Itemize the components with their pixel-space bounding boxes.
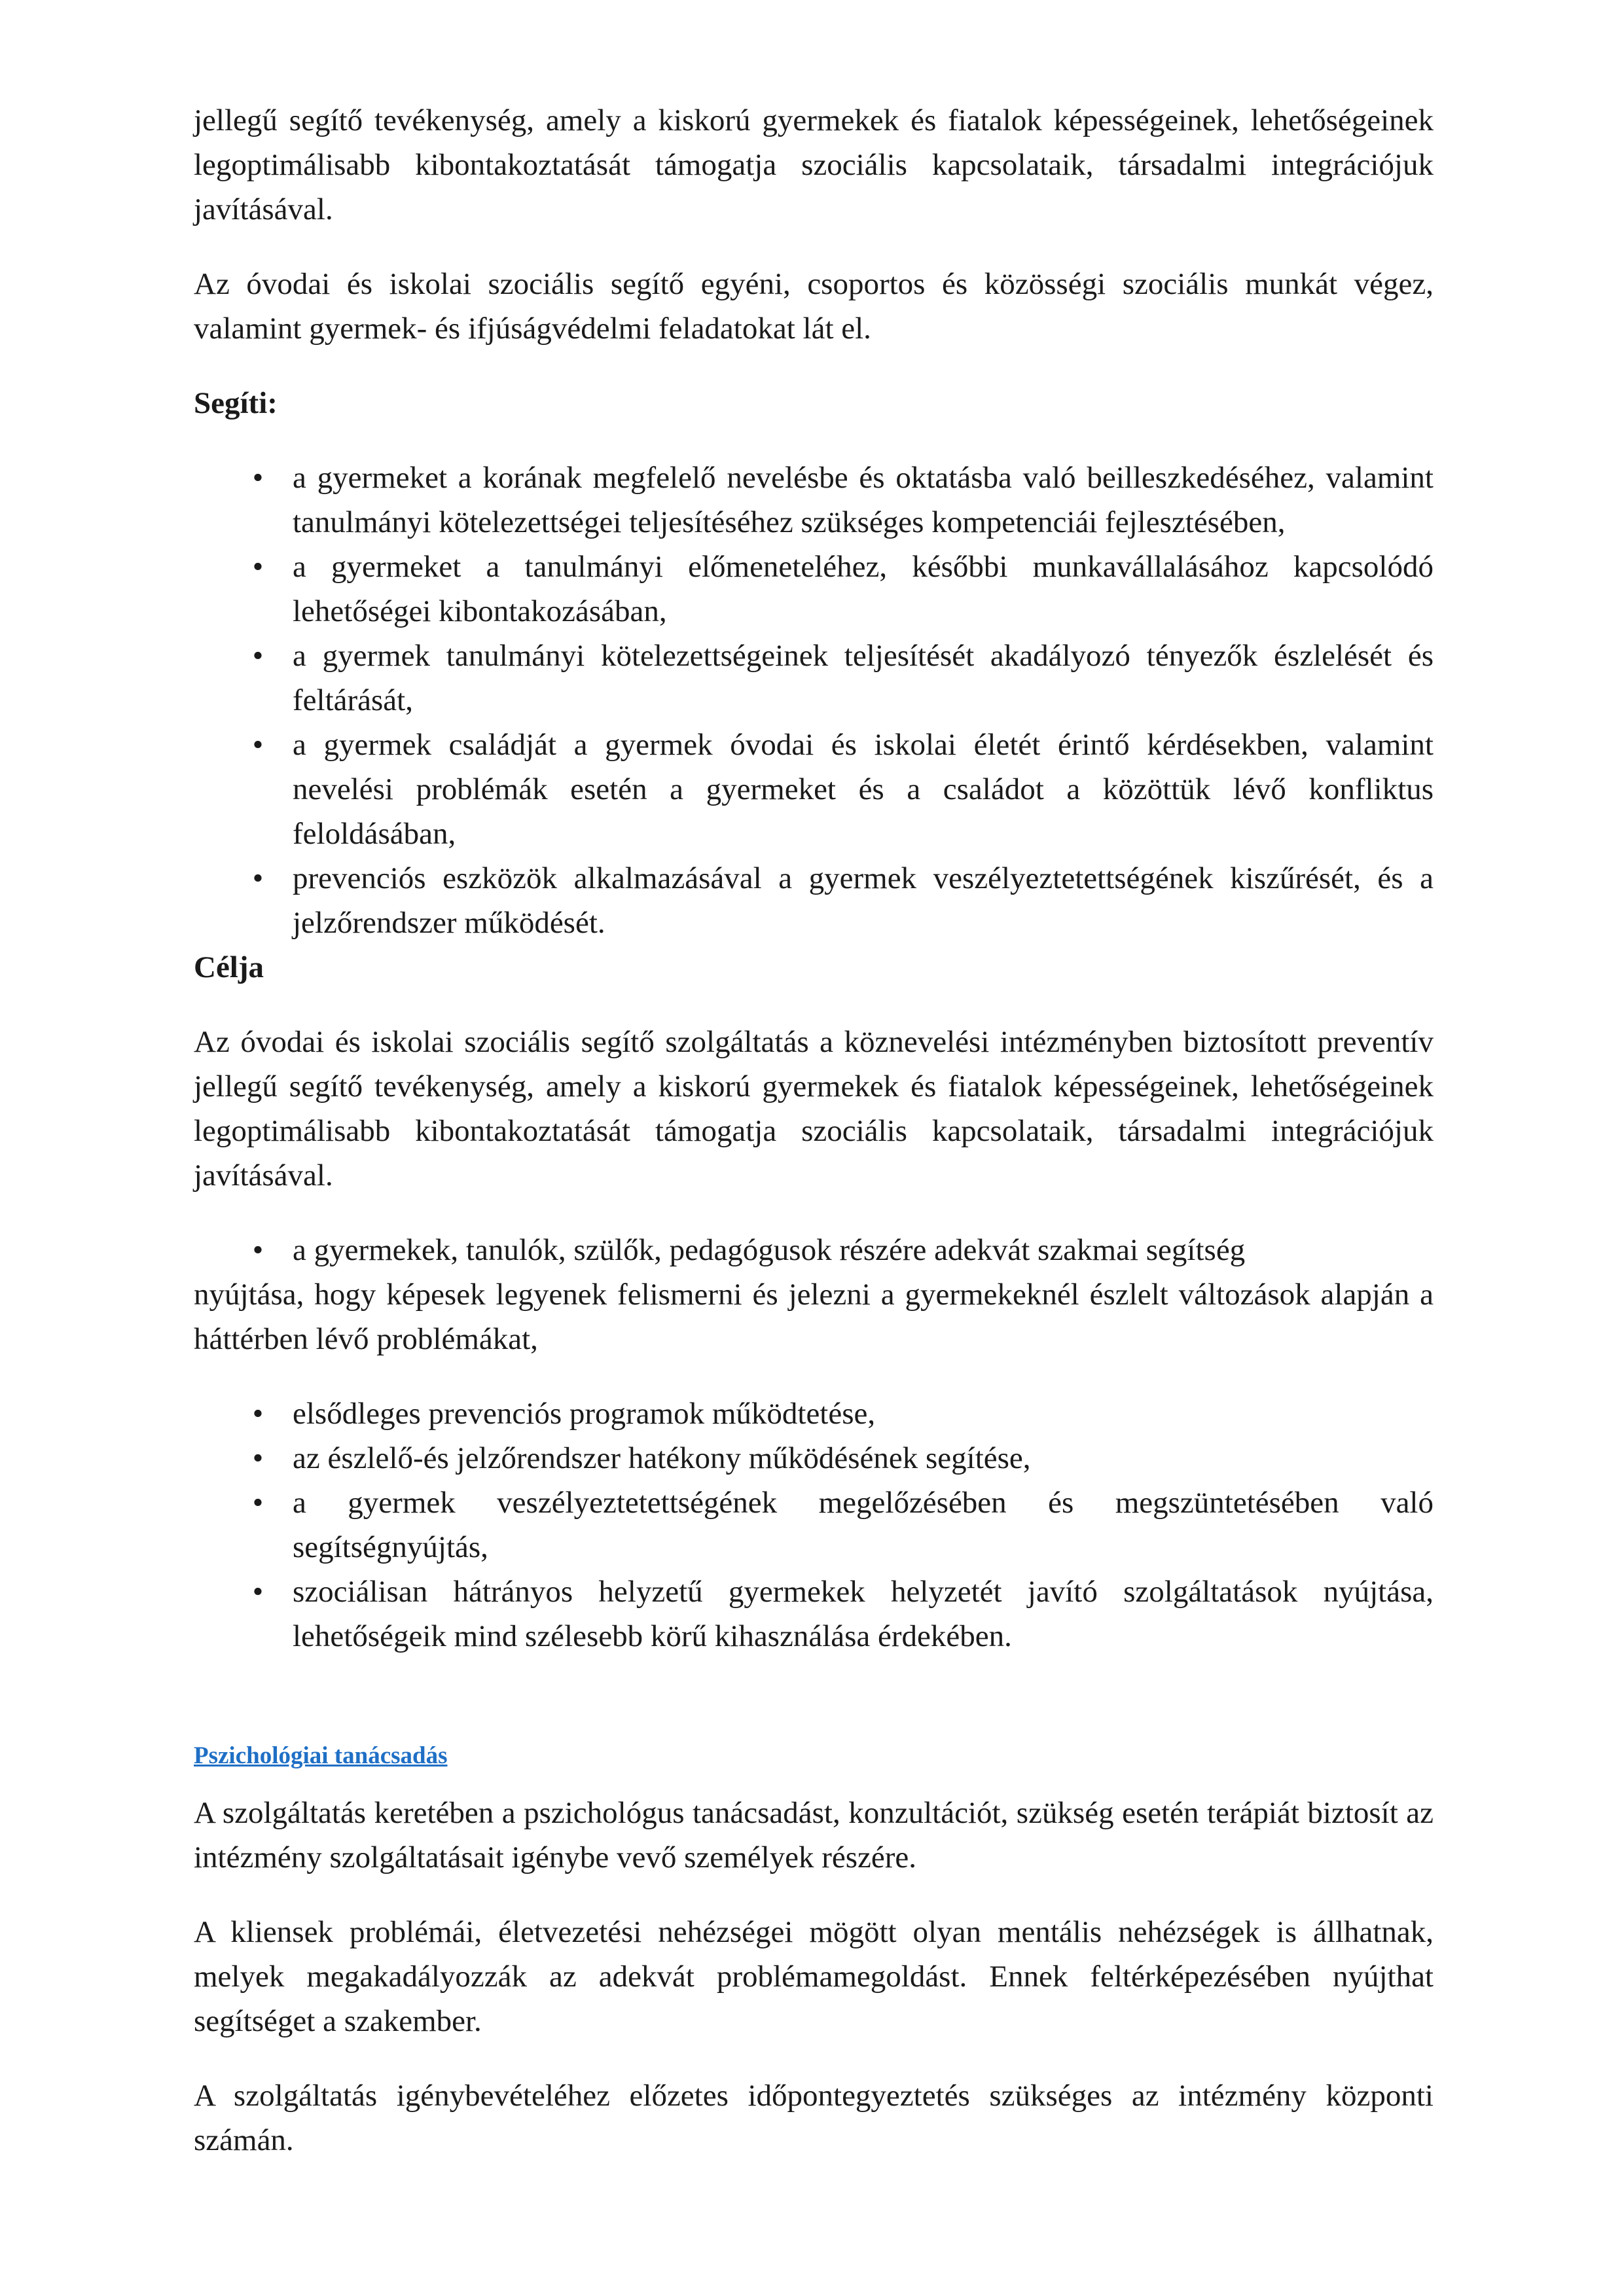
bullet-icon: • bbox=[252, 728, 264, 762]
bullet-icon: • bbox=[252, 861, 264, 895]
bullet-icon: • bbox=[252, 1486, 264, 1520]
list-item: • szociálisan hátrányos helyzetű gyermekek helyzetét javító szolgáltatások nyújtása, lehetőségeik mind szélesebb körű kihasználása érdekében. bbox=[194, 1570, 1434, 1659]
pszichologia-paragraph: A szolgáltatás keretében a pszichológus tanácsadást, konzultációt, szükség esetén terápiát biztosít az intézmény szolgáltatásait igénybe vevő személyek részére. bbox=[194, 1796, 1434, 1874]
list-item: • a gyermeket a tanulmányi előmeneteléhez, későbbi munkavállalásához kapcsolódó lehetőségei kibontakozásában, bbox=[194, 545, 1434, 634]
pszichologia-heading-link[interactable]: Pszichológiai tanácsadás bbox=[194, 1742, 448, 1769]
list-item: • a gyermek tanulmányi kötelezettségeinek teljesítését akadályozó tényezők észlelését és feltárását, bbox=[194, 634, 1434, 723]
bullet-icon: • bbox=[252, 1397, 264, 1431]
list-item: • a gyermek veszélyeztetettségének megelőzésében és megszüntetésében való segítségnyújtás, bbox=[194, 1480, 1434, 1570]
list-item: • prevenciós eszközök alkalmazásával a gyermek veszélyeztetettségének kiszűrését, és a jelzőrendszer működését. bbox=[194, 856, 1434, 945]
celja-paragraph: Az óvodai és iskolai szociális segítő szolgáltatás a köznevelési intézményben biztosított preventív jellegű segítő tevékenység, amely a kiskorú gyermekek és fiatalok képességeinek, lehetőségeinek legoptimálisabb kibontakoztatását támogatja szociális kapcsolataik, társadalmi integrációjuk javításával. bbox=[194, 1025, 1434, 1193]
intro-paragraph: Az óvodai és iskolai szociális segítő egyéni, csoportos és közösségi szociális munkát végez, valamint gyermek- és ifjúságvédelmi feladatokat lát el. bbox=[194, 267, 1434, 346]
list-item: • elsődleges prevenciós programok működtetése, bbox=[194, 1391, 1434, 1436]
bullet-icon: • bbox=[252, 1575, 264, 1609]
celja-heading: Célja bbox=[194, 950, 264, 984]
celja-list bbox=[194, 1391, 1434, 1659]
segiti-heading: Segíti: bbox=[194, 386, 278, 420]
bullet-icon: • bbox=[252, 461, 264, 495]
celja-inline-bullet-continuation: nyújtása, hogy képesek legyenek felismerni és jelezni a gyermekeknél észlelt változások alapján a háttérben lévő problémákat, bbox=[194, 1278, 1434, 1356]
bullet-icon: • bbox=[252, 1441, 264, 1475]
list-item: • a gyermek családját a gyermek óvodai és iskolai életét érintő kérdésekben, valamint nevelési problémák esetén a gyermeket és a családot a közöttük lévő konfliktus feloldásában, bbox=[194, 723, 1434, 856]
document-page bbox=[194, 98, 1434, 2162]
celja-inline-bullet: • a gyermekek, tanulók, szülők, pedagógusok részére adekvát szakmai segítség bbox=[194, 1228, 1434, 1272]
list-item: • az észlelő-és jelzőrendszer hatékony működésének segítése, bbox=[194, 1436, 1434, 1480]
list-item: • a gyermeket a korának megfelelő nevelésbe és oktatásba való beilleszkedéséhez, valamint tanulmányi kötelezettségei teljesítéséhez szükséges kompetenciái fejlesztésében, bbox=[194, 456, 1434, 545]
pszichologia-paragraph: A szolgáltatás igénybevételéhez előzetes időpontegyeztetés szükséges az intézmény központi számán. bbox=[194, 2079, 1434, 2157]
intro-continuation: jellegű segítő tevékenység, amely a kiskorú gyermekek és fiatalok képességeinek, lehetőségeinek legoptimálisabb kibontakoztatását támogatja szociális kapcsolataik, társadalmi integrációjuk javításával. bbox=[194, 103, 1434, 226]
pszichologia-paragraph: A kliensek problémái, életvezetési nehézségei mögött olyan mentális nehézségek is állhatnak, melyek megakadályozzák az adekvát problémamegoldást. Ennek feltérképezésében nyújthat segítséget a szakember. bbox=[194, 1915, 1434, 2038]
bullet-icon: • bbox=[252, 639, 264, 673]
bullet-icon: • bbox=[252, 550, 264, 584]
segiti-list bbox=[194, 456, 1434, 945]
bullet-icon: • bbox=[252, 1233, 264, 1267]
